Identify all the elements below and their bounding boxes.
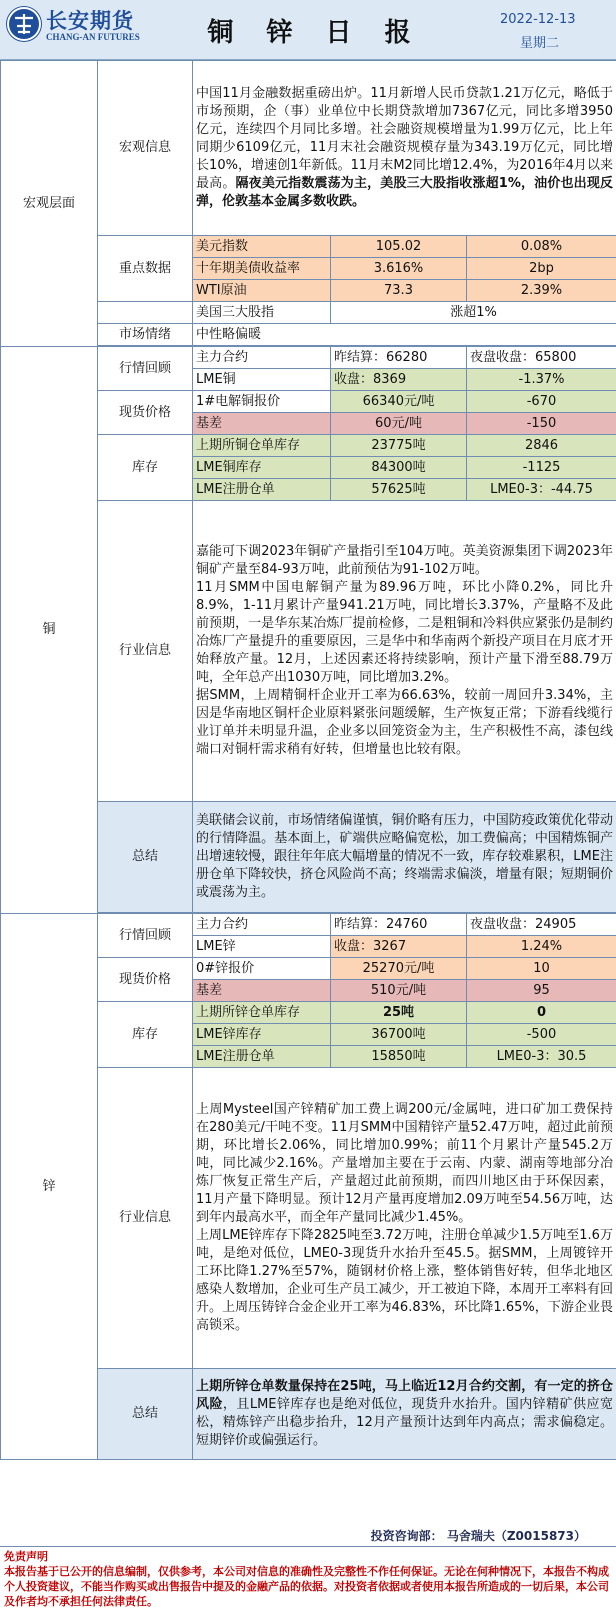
company-logo-icon xyxy=(6,6,42,42)
copper-summary-label: 总结 xyxy=(98,802,193,913)
copper-industry-label: 行业信息 xyxy=(98,501,193,802)
disclaimer-title: 免责声明 xyxy=(4,1550,48,1563)
report-title: 铜 锌 日 报 xyxy=(207,18,423,48)
zinc-stock-cell: 0 xyxy=(467,1002,616,1024)
us-stock-name: 美国三大股指 xyxy=(193,302,331,324)
copper-stock-cell: 57625吨 xyxy=(331,479,467,501)
zinc-summary-bold: 上期所锌仓单数量保持在25吨，马上临近12月合约交割，有一定的挤仓风险 xyxy=(196,1379,613,1412)
copper-stock-cell: LME注册仓单 xyxy=(193,479,331,501)
report-weekday: 星期二 xyxy=(520,36,560,51)
zinc-spot-label: 现货价格 xyxy=(98,958,193,1002)
copper-stock-cell: LME铜库存 xyxy=(193,457,331,479)
market-mood-label: 市场情绪 xyxy=(98,324,193,346)
company-name-en: CHANG-AN FUTURES xyxy=(46,32,140,42)
copper-stock-cell: -1125 xyxy=(467,457,616,479)
key-row-change: 2bp xyxy=(467,258,616,280)
key-data-label: 重点数据 xyxy=(98,236,193,302)
zinc-spot-cell: 510元/吨 xyxy=(331,980,467,1002)
analyst-text: 投资咨询部： 马舍瑞夫（Z0015873） xyxy=(370,1529,586,1543)
zinc-stock-cell: LME注册仓单 xyxy=(193,1046,331,1068)
us-stock-value: 涨超1% xyxy=(331,302,616,324)
zinc-spot-cell: 0#锌报价 xyxy=(193,958,331,980)
copper-spot-cell: 基差 xyxy=(193,413,331,435)
zinc-industry-para: 上周LME锌库存下降2825吨至3.72万吨，注册仓单减少1.5万吨至1.6万吨，是绝对低位，LME0-3现货升水抬升至45.5。据SMM，上周镀锌开工环比降1.27%至57%，随钢材价格上涨，整体销售好转，但华北地区感染人数增加，企业可生产员工减少，开工被迫下降，本周开工率料有回升。上周压铸锌合金企业开工率为46.83%，环比降1.65%，下游企业畏高锁采。 xyxy=(196,1228,613,1333)
macro-info-text: 中国11月金融数据重磅出炉。11月新增人民币贷款1.21万亿元，略低于市场预期，企（事）业单位中长期贷款增加7367亿元，同比多增3950亿元，连续四个月同比多增。社会融资规模增量为1.99万亿元，比上年同期少6109亿元，11月末社会融资规模存量为343.19万亿元，同比增长10%，增速创1年新低。11月末M2同比增12.4%，为2016年4月以来最高。隔夜美元指数震荡为主，美股三大股指收涨超1%，油价也出现反弹，伦敦基本金属多数收跌。 xyxy=(193,61,616,236)
report-date: 2022-12-13 xyxy=(500,12,576,27)
zinc-summary-label: 总结 xyxy=(98,1369,193,1460)
zinc-review-cell: 收盘：3267 xyxy=(331,936,467,958)
macro-info-label: 宏观信息 xyxy=(98,61,193,236)
zinc-review-cell: 夜盘收盘：24905 xyxy=(467,914,616,936)
zinc-spot-cell: 10 xyxy=(467,958,616,980)
copper-industry-text xyxy=(193,501,616,802)
zinc-industry-para: 上周Mysteel国产锌精矿加工费上调200元/金属吨，进口矿加工费保持在280美元/干吨不变。11月SMM中国精锌产量52.47万吨，超过此前预期，环比增长2.06%，同比增加0.99%；前11个月累计产量545.2万吨，同比减少2.16%。产量增加主要在于云南、内蒙、湖南等地部分冶炼厂恢复正常生产后，产量超过此前预期，而四川地区由于环保因素，11月产量下降明显。预计12月产量再度增加2.09万吨至54.56万吨，达到年内最高水平，而全年产量同比减少1.45%。 xyxy=(196,1102,613,1225)
copper-stock-cell: LME0-3：-44.75 xyxy=(467,479,616,501)
zinc-stock-cell: 上期所锌仓单库存 xyxy=(193,1002,331,1024)
zinc-industry-label: 行业信息 xyxy=(98,1068,193,1369)
copper-review-cell: 夜盘收盘：65800 xyxy=(467,347,616,369)
section-macro: 宏观层面 xyxy=(1,61,98,347)
zinc-summary-text: 上期所锌仓单数量保持在25吨，马上临近12月合约交割，有一定的挤仓风险，且LME锌库存也是绝对低位，现货升水抬升。国内锌精矿供应宽松，精炼锌产出稳步抬升，12月产量预计达到年内高点；需求偏稳定。短期锌价或偏强运行。 xyxy=(193,1369,616,1460)
copper-stock-label: 库存 xyxy=(98,435,193,501)
key-row-value: 73.3 xyxy=(331,280,467,302)
copper-spot-cell: -670 xyxy=(467,391,616,413)
zinc-review-cell: 1.24% xyxy=(467,936,616,958)
key-row-change: 2.39% xyxy=(467,280,616,302)
copper-review-cell: 昨结算：66280 xyxy=(331,347,467,369)
zinc-stock-cell: 15850吨 xyxy=(331,1046,467,1068)
zinc-stock-cell: LME锌库存 xyxy=(193,1024,331,1046)
key-row-name: WTI原油 xyxy=(193,280,331,302)
zinc-spot-cell: 基差 xyxy=(193,980,331,1002)
zinc-stock-label: 库存 xyxy=(98,1002,193,1068)
copper-industry-para: 嘉能可下调2023年铜矿产量指引至104万吨。英美资源集团下调2023年铜矿产量至84-93万吨，此前预估为91-102万吨。 xyxy=(196,544,613,577)
analyst-signature xyxy=(0,1525,616,1547)
report-header xyxy=(0,0,616,60)
report-table xyxy=(0,60,616,1460)
zinc-review-cell: 昨结算：24760 xyxy=(331,914,467,936)
copper-industry-para: 11月SMM中国电解铜产量为89.96万吨，环比小降0.2%，同比升8.9%，1-11月累计产量941.21万吨，同比增长3.37%，产量略不及此前预期，一是华东某冶炼厂提前检修，二是粗铜和冷料供应紧张仍是制约冶炼厂产量提升的重要原因，三是华中和华南两个新投产项目在月底才开始释放产量。12月，上述因素还将持续影响，预计产量下滑至88.79万吨，全年总产出1030万吨，同比增加3.2%。 xyxy=(196,580,613,685)
key-row-change: 0.08% xyxy=(467,236,616,258)
copper-industry-para: 据SMM，上周精铜杆企业开工率为66.63%，较前一周回升3.34%，主因是华南地区铜杆企业原料紧张问题缓解，生产恢复正常；下游看线缆行业订单并未明显升温，企业多以回笼资金为主，生产积极性不高，漆包线端口对铜杆需求稍有好转，但增量也比较有限。 xyxy=(196,688,613,757)
section-copper: 铜 xyxy=(1,347,98,914)
copper-stock-cell: 23775吨 xyxy=(331,435,467,457)
copper-spot-cell: 1#电解铜报价 xyxy=(193,391,331,413)
zinc-stock-cell: 25吨 xyxy=(331,1002,467,1024)
copper-review-cell: -1.37% xyxy=(467,369,616,391)
macro-info-bold: 隔夜美元指数震荡为主，美股三大股指收涨超1%，油价也出现反弹，伦敦基本金属多数收跌。 xyxy=(196,176,613,209)
zinc-review-label: 行情回顾 xyxy=(98,914,193,958)
copper-spot-cell: -150 xyxy=(467,413,616,435)
key-row-name: 美元指数 xyxy=(193,236,331,258)
zinc-industry-text xyxy=(193,1068,616,1369)
copper-review-cell: 收盘：8369 xyxy=(331,369,467,391)
company-name-cn: 长安期货 xyxy=(46,9,134,33)
market-mood-value: 中性略偏暖 xyxy=(193,324,616,346)
zinc-stock-cell: -500 xyxy=(467,1024,616,1046)
copper-stock-cell: 84300吨 xyxy=(331,457,467,479)
zinc-review-cell: 主力合约 xyxy=(193,914,331,936)
key-row-value: 105.02 xyxy=(331,236,467,258)
copper-review-cell: LME铜 xyxy=(193,369,331,391)
copper-review-label: 行情回顾 xyxy=(98,347,193,391)
copper-review-cell: 主力合约 xyxy=(193,347,331,369)
zinc-stock-cell: 36700吨 xyxy=(331,1024,467,1046)
key-row-name: 十年期美债收益率 xyxy=(193,258,331,280)
disclaimer-text: 本报告基于已公开的信息编制，仅供参考，本公司对信息的准确性及完整性不作任何保证。无论在何种情况下，本报告不构成个人投资建议，不能当作购买或出售报告中提及的金融产品的依据。对投资者依据或者使用本报告所造成的一切后果，本公司及作者均不承担任何法律责任。 xyxy=(4,1565,609,1608)
copper-spot-cell: 60元/吨 xyxy=(331,413,467,435)
zinc-stock-cell: LME0-3：30.5 xyxy=(467,1046,616,1068)
copper-stock-cell: 上期所铜仓单库存 xyxy=(193,435,331,457)
copper-summary-text: 美联储会议前，市场情绪偏谨慎，铜价略有压力，中国防疫政策优化带动的行情降温。基本面上，矿端供应略偏宽松，加工费偏高；中国精炼铜产出增速较慢，跟往年年底大幅增量的情况不一致，库存较难累积，LME注册仓单下降较快，挤仓风险尚不高；终端需求偏淡，增量有限；短期铜价或震荡为主。 xyxy=(193,802,616,913)
zinc-spot-cell: 95 xyxy=(467,980,616,1002)
key-row-value: 3.616% xyxy=(331,258,467,280)
zinc-review-cell: LME锌 xyxy=(193,936,331,958)
disclaimer xyxy=(0,1548,616,1610)
copper-spot-label: 现货价格 xyxy=(98,391,193,435)
copper-stock-cell: 2846 xyxy=(467,435,616,457)
section-zinc: 锌 xyxy=(1,914,98,1460)
copper-spot-cell: 66340元/吨 xyxy=(331,391,467,413)
zinc-spot-cell: 25270元/吨 xyxy=(331,958,467,980)
